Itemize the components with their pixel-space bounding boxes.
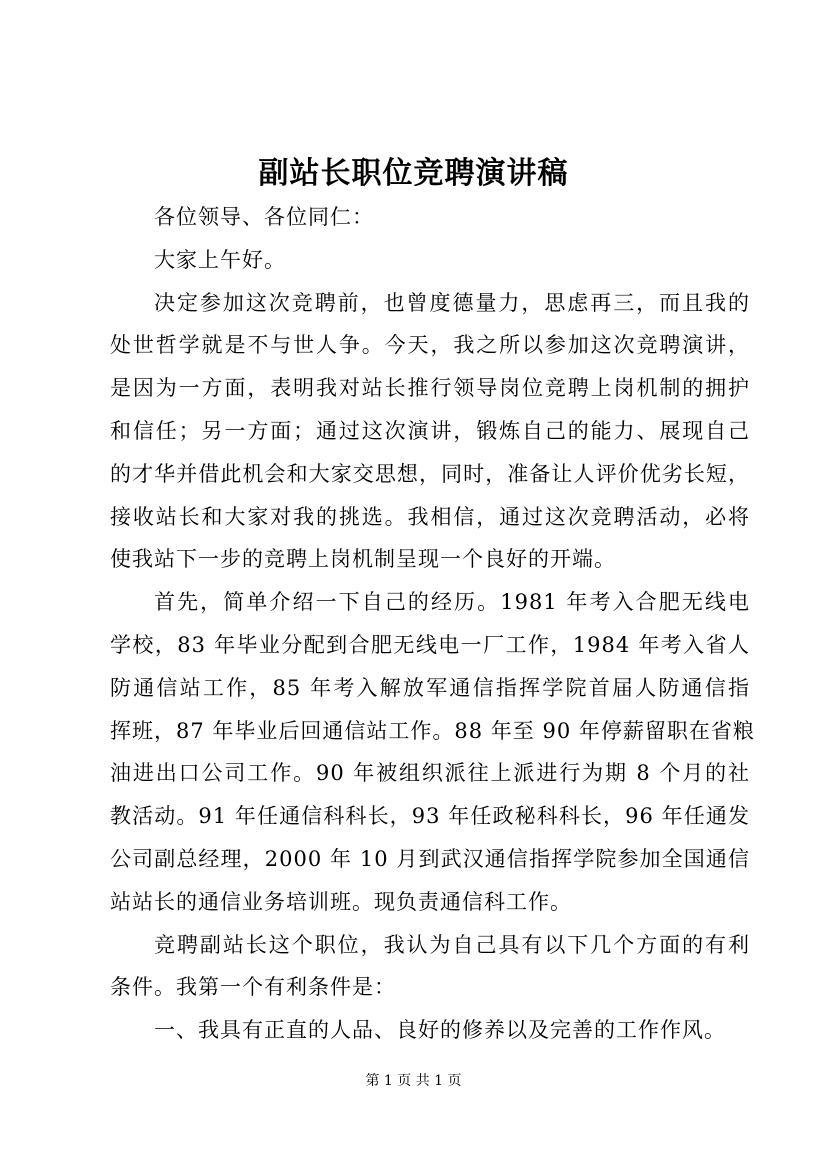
text-line: 学校，83 年毕业分配到合肥无线电一厂工作，1984 年考入省人: [110, 632, 750, 657]
text-line: 公司副总经理，2000 年 10 月到武汉通信指挥学院参加全国通信: [110, 846, 750, 871]
text-line: 接收站长和大家对我的挑选。我相信，通过这次竞聘活动，必将: [110, 504, 750, 529]
text-line: 使我站下一步的竞聘上岗机制呈现一个良好的开端。: [110, 547, 616, 572]
text-line: 的才华并借此机会和大家交思想，同时，准备让人评价优劣长短，: [110, 461, 750, 486]
text-line: 各位领导、各位同仁：: [154, 205, 374, 229]
paragraph: [110, 924, 750, 1010]
paragraph: [110, 581, 755, 923]
paragraph: [110, 239, 750, 282]
text-line: 竞聘副站长这个职位，我认为自己具有以下几个方面的有利: [154, 932, 750, 957]
document-title: 副站长职位竞聘演讲稿: [258, 156, 569, 191]
paragraph: [110, 196, 750, 239]
text-line: 大家上午好。: [154, 247, 286, 272]
text-line: 条件。我第一个有利条件是：: [110, 975, 396, 1000]
text-line: 一、我具有正直的人品、良好的修养以及完善的工作作风。: [154, 1018, 726, 1043]
text-line: 油进出口公司工作。90 年被组织派往上派进行为期 8 个月的社: [110, 761, 750, 786]
paragraph: [110, 1009, 750, 1052]
text-line: 站站长的通信业务培训班。现负责通信科工作。: [110, 889, 572, 914]
text-line: 和信任；另一方面；通过这次演讲，锻炼自己的能力、展现自己: [110, 418, 750, 443]
text-line: 教活动。91 年任通信科科长，93 年任政秘科科长，96 年任通发: [110, 804, 750, 829]
paragraph: [110, 282, 750, 582]
text-line: 处世哲学就是不与世人争。今天，我之所以参加这次竞聘演讲，: [110, 333, 750, 358]
text-line: 挥班，87 年毕业后回通信站工作。88 年至 90 年停薪留职在省粮: [110, 718, 755, 743]
text-line: 决定参加这次竞聘前，也曾度德量力，思虑再三，而且我的: [154, 290, 750, 315]
page-footer: 第 1 页 共 1 页: [365, 1073, 462, 1089]
text-line: 防通信站工作，85 年考入解放军通信指挥学院首届人防通信指: [110, 675, 750, 700]
text-line: 是因为一方面，表明我对站长推行领导岗位竞聘上岗机制的拥护: [110, 376, 750, 401]
document-body: [110, 196, 755, 1052]
text-line: 首先，简单介绍一下自己的经历。1981 年考入合肥无线电: [154, 590, 750, 615]
